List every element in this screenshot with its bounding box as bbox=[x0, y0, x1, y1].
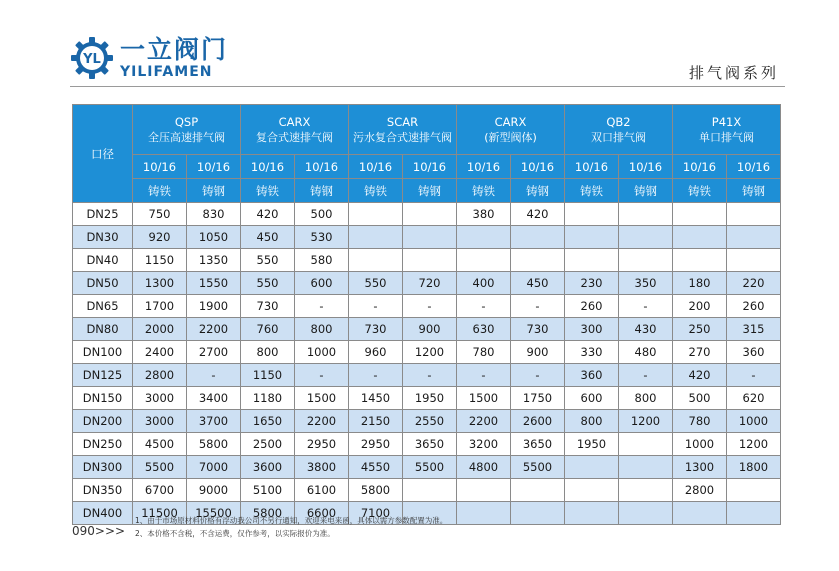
product-description: 污水复合式速排气阀 bbox=[353, 130, 452, 144]
price-cell: 420 bbox=[241, 203, 295, 226]
price-cell: 15500 bbox=[187, 502, 241, 525]
price-cell: 260 bbox=[727, 295, 781, 318]
price-cell bbox=[619, 226, 673, 249]
price-cell: 1000 bbox=[673, 433, 727, 456]
price-table bbox=[72, 104, 781, 525]
price-cell: 420 bbox=[673, 364, 727, 387]
price-cell bbox=[457, 479, 511, 502]
price-cell: 2600 bbox=[511, 410, 565, 433]
footnote-2: 2、本价格不含税，不含运费，仅作参考，以实际报价为准。 bbox=[135, 529, 335, 538]
footnotes bbox=[135, 514, 447, 540]
price-cell: 450 bbox=[241, 226, 295, 249]
price-cell: - bbox=[727, 364, 781, 387]
price-cell: 5500 bbox=[511, 456, 565, 479]
product-model: QB2 bbox=[606, 114, 631, 129]
table-row bbox=[73, 203, 781, 226]
size-cell: DN200 bbox=[73, 410, 133, 433]
price-cell: 780 bbox=[673, 410, 727, 433]
price-cell: 360 bbox=[727, 341, 781, 364]
product-model: QSP bbox=[174, 114, 199, 129]
product-group-header bbox=[457, 105, 565, 155]
price-cell: 1180 bbox=[241, 387, 295, 410]
price-cell: 1050 bbox=[187, 226, 241, 249]
price-cell: 2550 bbox=[403, 410, 457, 433]
table-row bbox=[73, 410, 781, 433]
price-cell: 2500 bbox=[241, 433, 295, 456]
price-cell: 800 bbox=[295, 318, 349, 341]
price-cell: 1000 bbox=[295, 341, 349, 364]
price-cell bbox=[727, 479, 781, 502]
price-cell: 270 bbox=[673, 341, 727, 364]
size-cell: DN80 bbox=[73, 318, 133, 341]
price-cell bbox=[673, 502, 727, 525]
price-cell bbox=[619, 249, 673, 272]
product-description: 双口排气阀 bbox=[591, 130, 646, 144]
price-cell: 1700 bbox=[133, 295, 187, 318]
material-header: 铸铁 bbox=[457, 179, 511, 203]
pressure-rating-header: 10/16 bbox=[241, 155, 295, 179]
price-cell: - bbox=[403, 295, 457, 318]
price-cell: 500 bbox=[295, 203, 349, 226]
price-cell: 7000 bbox=[187, 456, 241, 479]
material-header: 铸铁 bbox=[133, 179, 187, 203]
price-cell: 300 bbox=[565, 318, 619, 341]
material-header: 铸钢 bbox=[187, 179, 241, 203]
brand-name-en: YILIFAMEN bbox=[120, 64, 213, 80]
price-cell: 530 bbox=[295, 226, 349, 249]
price-cell: 1500 bbox=[457, 387, 511, 410]
price-cell bbox=[619, 502, 673, 525]
size-cell: DN25 bbox=[73, 203, 133, 226]
price-cell: - bbox=[349, 295, 403, 318]
price-cell: 3000 bbox=[133, 387, 187, 410]
price-cell: 1550 bbox=[187, 272, 241, 295]
price-cell: 11500 bbox=[133, 502, 187, 525]
product-group-header bbox=[673, 105, 781, 155]
material-header: 铸钢 bbox=[727, 179, 781, 203]
price-cell: 2950 bbox=[349, 433, 403, 456]
size-cell: DN125 bbox=[73, 364, 133, 387]
table-row bbox=[73, 226, 781, 249]
price-cell: 730 bbox=[241, 295, 295, 318]
price-cell: - bbox=[457, 295, 511, 318]
material-header: 铸铁 bbox=[565, 179, 619, 203]
price-cell: 1500 bbox=[295, 387, 349, 410]
price-cell: 1650 bbox=[241, 410, 295, 433]
price-cell: 800 bbox=[565, 410, 619, 433]
price-cell bbox=[457, 502, 511, 525]
price-cell bbox=[565, 456, 619, 479]
material-header: 铸铁 bbox=[241, 179, 295, 203]
table-row bbox=[73, 272, 781, 295]
price-cell: 780 bbox=[457, 341, 511, 364]
price-cell: 250 bbox=[673, 318, 727, 341]
size-cell: DN150 bbox=[73, 387, 133, 410]
price-cell: - bbox=[511, 295, 565, 318]
price-cell: 4550 bbox=[349, 456, 403, 479]
price-cell: 3000 bbox=[133, 410, 187, 433]
table-row bbox=[73, 364, 781, 387]
price-cell: 620 bbox=[727, 387, 781, 410]
price-cell: 1200 bbox=[403, 341, 457, 364]
price-cell: 3700 bbox=[187, 410, 241, 433]
price-cell: 550 bbox=[241, 272, 295, 295]
size-cell: DN300 bbox=[73, 456, 133, 479]
price-cell bbox=[511, 249, 565, 272]
pressure-rating-header: 10/16 bbox=[295, 155, 349, 179]
pressure-rating-header: 10/16 bbox=[457, 155, 511, 179]
price-cell: 7100 bbox=[349, 502, 403, 525]
product-description: (新型阀体) bbox=[484, 130, 537, 144]
price-cell: 430 bbox=[619, 318, 673, 341]
price-cell: 960 bbox=[349, 341, 403, 364]
size-cell: DN250 bbox=[73, 433, 133, 456]
table-row bbox=[73, 318, 781, 341]
price-cell: 330 bbox=[565, 341, 619, 364]
price-cell: 1200 bbox=[727, 433, 781, 456]
product-group-header bbox=[349, 105, 457, 155]
price-cell bbox=[511, 502, 565, 525]
price-cell: 2150 bbox=[349, 410, 403, 433]
size-cell: DN40 bbox=[73, 249, 133, 272]
price-cell: 730 bbox=[349, 318, 403, 341]
table-row bbox=[73, 479, 781, 502]
size-cell: DN30 bbox=[73, 226, 133, 249]
table-row bbox=[73, 249, 781, 272]
price-cell: 360 bbox=[565, 364, 619, 387]
price-cell: 5800 bbox=[241, 502, 295, 525]
price-cell: 580 bbox=[295, 249, 349, 272]
price-cell: 2200 bbox=[187, 318, 241, 341]
price-cell: 4800 bbox=[457, 456, 511, 479]
price-cell: 1750 bbox=[511, 387, 565, 410]
price-cell: 2200 bbox=[457, 410, 511, 433]
price-cell: - bbox=[349, 364, 403, 387]
price-cell: 1150 bbox=[133, 249, 187, 272]
price-cell: 3800 bbox=[295, 456, 349, 479]
price-cell: - bbox=[295, 364, 349, 387]
table-row bbox=[73, 295, 781, 318]
material-header: 铸钢 bbox=[403, 179, 457, 203]
product-model: P41X bbox=[711, 114, 742, 129]
material-header: 铸铁 bbox=[349, 179, 403, 203]
price-cell: 800 bbox=[241, 341, 295, 364]
price-cell: 9000 bbox=[187, 479, 241, 502]
price-cell: 5100 bbox=[241, 479, 295, 502]
product-group-header bbox=[133, 105, 241, 155]
price-cell: 230 bbox=[565, 272, 619, 295]
price-cell: 1900 bbox=[187, 295, 241, 318]
price-cell: 600 bbox=[295, 272, 349, 295]
price-cell: 730 bbox=[511, 318, 565, 341]
price-cell: 5500 bbox=[133, 456, 187, 479]
price-cell: 480 bbox=[619, 341, 673, 364]
pressure-rating-header: 10/16 bbox=[187, 155, 241, 179]
price-cell: 1200 bbox=[619, 410, 673, 433]
price-cell: 2400 bbox=[133, 341, 187, 364]
price-cell: 5800 bbox=[187, 433, 241, 456]
pressure-rating-header: 10/16 bbox=[565, 155, 619, 179]
product-description: 全压高速排气阀 bbox=[148, 130, 225, 144]
brand-logo bbox=[70, 36, 270, 80]
price-cell: 1300 bbox=[673, 456, 727, 479]
table-row bbox=[73, 387, 781, 410]
table-row bbox=[73, 433, 781, 456]
table-row bbox=[73, 456, 781, 479]
price-cell: 3600 bbox=[241, 456, 295, 479]
price-cell: 2000 bbox=[133, 318, 187, 341]
price-cell: - bbox=[619, 295, 673, 318]
size-cell: DN100 bbox=[73, 341, 133, 364]
price-cell: 5800 bbox=[349, 479, 403, 502]
price-cell: 6100 bbox=[295, 479, 349, 502]
price-cell: 800 bbox=[619, 387, 673, 410]
price-cell: 5500 bbox=[403, 456, 457, 479]
price-cell: 220 bbox=[727, 272, 781, 295]
price-cell bbox=[565, 502, 619, 525]
price-cell: - bbox=[187, 364, 241, 387]
product-description: 复合式速排气阀 bbox=[256, 130, 333, 144]
product-model: CARX bbox=[494, 114, 527, 129]
price-cell bbox=[619, 479, 673, 502]
price-cell: 3650 bbox=[403, 433, 457, 456]
price-cell: 400 bbox=[457, 272, 511, 295]
price-cell: 2800 bbox=[673, 479, 727, 502]
price-cell bbox=[457, 226, 511, 249]
product-description: 单口排气阀 bbox=[699, 130, 754, 144]
price-cell bbox=[457, 249, 511, 272]
price-cell: 720 bbox=[403, 272, 457, 295]
price-cell: 2200 bbox=[295, 410, 349, 433]
price-cell: 420 bbox=[511, 203, 565, 226]
price-cell bbox=[673, 226, 727, 249]
price-cell: - bbox=[619, 364, 673, 387]
price-cell: 350 bbox=[619, 272, 673, 295]
footnote-1: 1、由于市场原材料价格有浮动我公司不另行通知，欢迎来电来函，具体以需方参数配置为准。 bbox=[135, 516, 448, 525]
price-cell: 6700 bbox=[133, 479, 187, 502]
price-cell bbox=[403, 249, 457, 272]
price-cell: 380 bbox=[457, 203, 511, 226]
price-cell: 315 bbox=[727, 318, 781, 341]
pressure-rating-header: 10/16 bbox=[727, 155, 781, 179]
table-row bbox=[73, 341, 781, 364]
brand-name-cn: 一立阀门 bbox=[120, 35, 229, 64]
price-cell bbox=[565, 479, 619, 502]
price-cell: 1450 bbox=[349, 387, 403, 410]
price-cell: 2950 bbox=[295, 433, 349, 456]
price-cell: 600 bbox=[565, 387, 619, 410]
price-cell bbox=[673, 203, 727, 226]
price-cell: 200 bbox=[673, 295, 727, 318]
material-header: 铸钢 bbox=[619, 179, 673, 203]
size-cell: DN350 bbox=[73, 479, 133, 502]
logo-mark-text: YL bbox=[83, 52, 101, 67]
price-cell: 550 bbox=[349, 272, 403, 295]
product-group-header bbox=[241, 105, 349, 155]
price-cell bbox=[619, 456, 673, 479]
size-cell: DN400 bbox=[73, 502, 133, 525]
header-divider bbox=[70, 86, 785, 87]
price-cell: 6600 bbox=[295, 502, 349, 525]
product-model: SCAR bbox=[386, 114, 419, 129]
price-cell: 900 bbox=[403, 318, 457, 341]
price-cell bbox=[565, 226, 619, 249]
price-cell bbox=[727, 226, 781, 249]
price-cell: 450 bbox=[511, 272, 565, 295]
price-cell: 1300 bbox=[133, 272, 187, 295]
material-header: 铸铁 bbox=[673, 179, 727, 203]
page-number: 090>>> bbox=[72, 524, 126, 538]
price-cell: 830 bbox=[187, 203, 241, 226]
pressure-rating-header: 10/16 bbox=[619, 155, 673, 179]
price-cell: - bbox=[511, 364, 565, 387]
price-cell bbox=[403, 203, 457, 226]
price-cell: 4500 bbox=[133, 433, 187, 456]
price-cell: 2800 bbox=[133, 364, 187, 387]
pressure-rating-header: 10/16 bbox=[349, 155, 403, 179]
gear-logo-icon bbox=[70, 36, 114, 80]
price-cell bbox=[349, 203, 403, 226]
price-cell bbox=[565, 203, 619, 226]
price-cell bbox=[673, 249, 727, 272]
size-cell: DN50 bbox=[73, 272, 133, 295]
price-cell: 1150 bbox=[241, 364, 295, 387]
material-header: 铸钢 bbox=[511, 179, 565, 203]
pressure-rating-header: 10/16 bbox=[511, 155, 565, 179]
price-cell: 900 bbox=[511, 341, 565, 364]
price-cell bbox=[619, 203, 673, 226]
price-cell: 3200 bbox=[457, 433, 511, 456]
price-cell: 1350 bbox=[187, 249, 241, 272]
price-cell bbox=[511, 226, 565, 249]
price-cell bbox=[727, 249, 781, 272]
product-group-header bbox=[565, 105, 673, 155]
price-cell: - bbox=[403, 364, 457, 387]
price-cell: 630 bbox=[457, 318, 511, 341]
price-cell: 180 bbox=[673, 272, 727, 295]
price-cell: 750 bbox=[133, 203, 187, 226]
price-cell bbox=[727, 502, 781, 525]
size-cell: DN65 bbox=[73, 295, 133, 318]
price-cell: 760 bbox=[241, 318, 295, 341]
pressure-rating-header: 10/16 bbox=[133, 155, 187, 179]
product-model: CARX bbox=[278, 114, 311, 129]
price-cell: 1950 bbox=[565, 433, 619, 456]
price-cell: 1800 bbox=[727, 456, 781, 479]
price-cell: 3400 bbox=[187, 387, 241, 410]
series-title: 排气阀系列 bbox=[688, 64, 779, 82]
price-cell: 1950 bbox=[403, 387, 457, 410]
size-column-header: 口径 bbox=[73, 105, 133, 203]
price-cell bbox=[619, 433, 673, 456]
price-cell: 2700 bbox=[187, 341, 241, 364]
price-cell bbox=[403, 226, 457, 249]
price-cell bbox=[727, 203, 781, 226]
price-cell: 3650 bbox=[511, 433, 565, 456]
price-cell: - bbox=[295, 295, 349, 318]
material-header: 铸钢 bbox=[295, 179, 349, 203]
pressure-rating-header: 10/16 bbox=[403, 155, 457, 179]
price-cell bbox=[565, 249, 619, 272]
price-cell: 1000 bbox=[727, 410, 781, 433]
price-cell: 260 bbox=[565, 295, 619, 318]
price-cell: 500 bbox=[673, 387, 727, 410]
price-cell bbox=[349, 226, 403, 249]
price-cell bbox=[403, 479, 457, 502]
price-cell bbox=[511, 479, 565, 502]
price-cell: - bbox=[457, 364, 511, 387]
pressure-rating-header: 10/16 bbox=[673, 155, 727, 179]
price-cell: 920 bbox=[133, 226, 187, 249]
price-cell: 550 bbox=[241, 249, 295, 272]
price-cell bbox=[349, 249, 403, 272]
